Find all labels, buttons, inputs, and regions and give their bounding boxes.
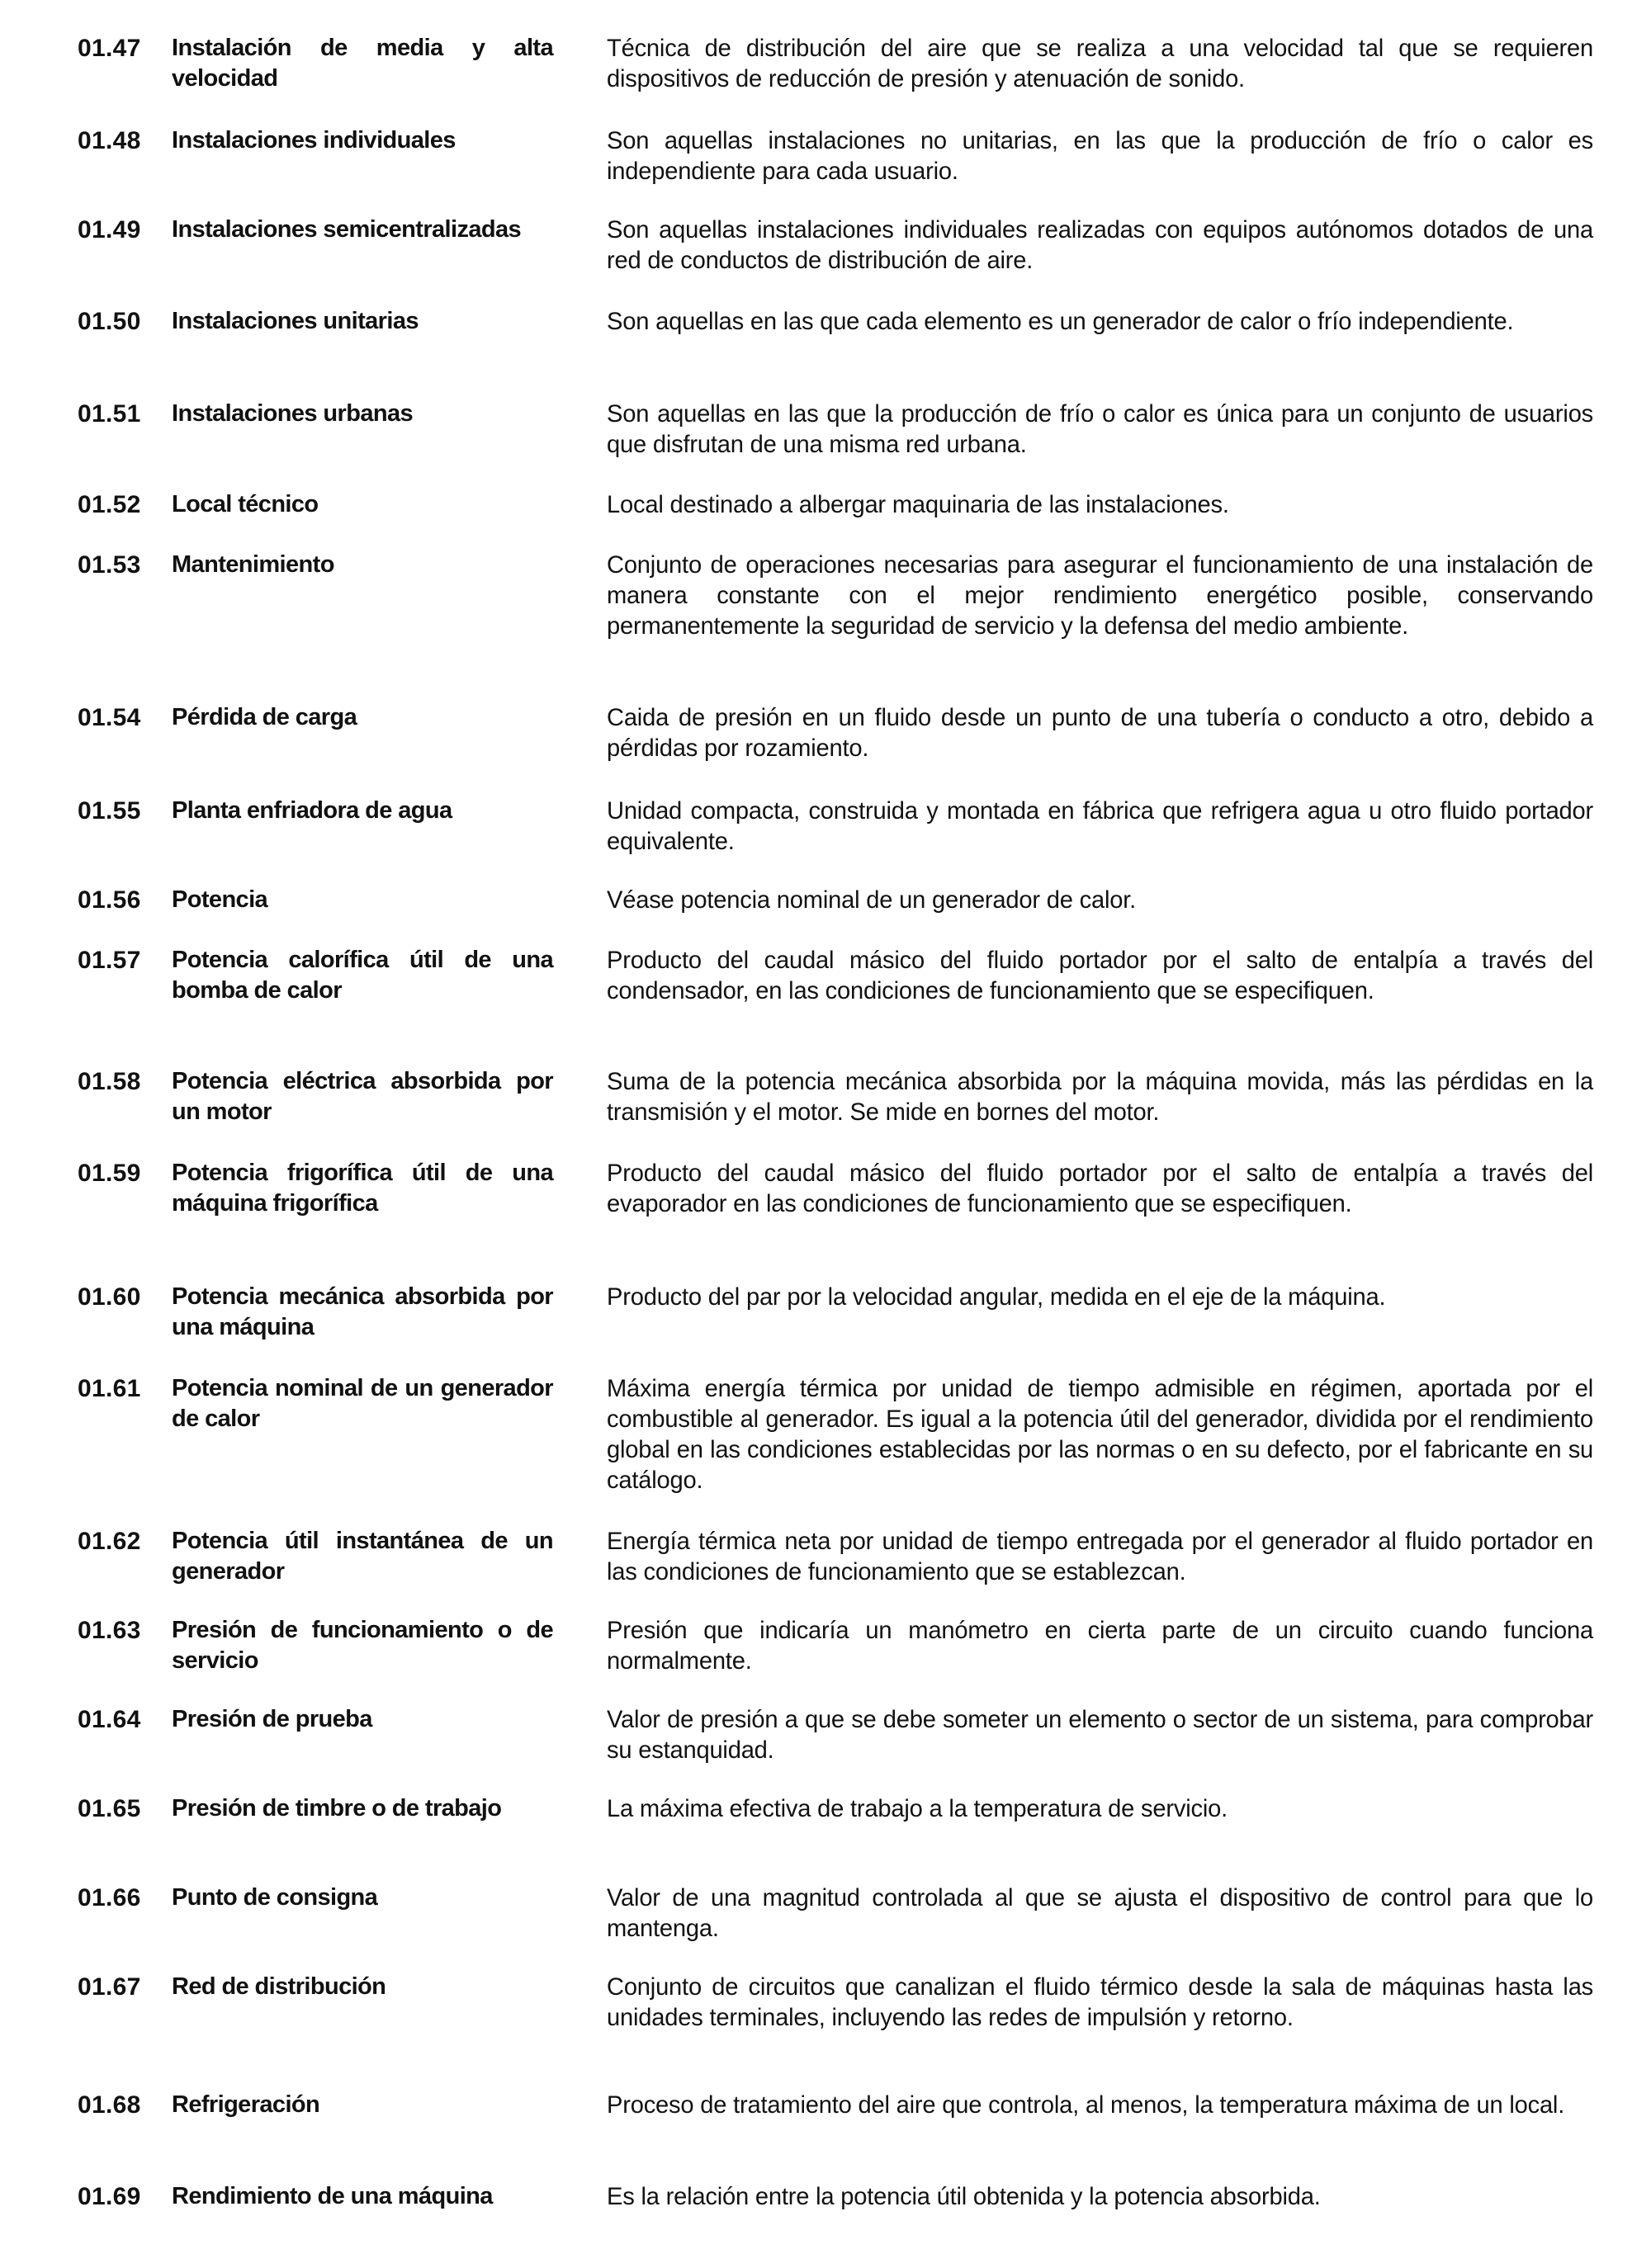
entry-term: Presión de funcionamiento o de servicio (172, 1617, 553, 1674)
entry-number: 01.55 (78, 797, 141, 825)
entry-term: Pérdida de carga (172, 704, 357, 730)
entry-term: Planta enfriadora de agua (172, 797, 452, 824)
entry-number: 01.59 (78, 1160, 141, 1187)
entry-number: 01.54 (78, 704, 141, 731)
entry-definition: Conjunto de operaciones necesarias para asegurar el funcionamiento de una instalación de manera constante con el mejor rendimiento energético posible, conservando permanentemente la seguridad de servicio y la defensa del medio ambiente. (607, 551, 1594, 640)
entry-definition: Presión que indicaría un manómetro en cierta parte de un circuito cuando funciona normalmente. (607, 1617, 1594, 1675)
entry-number: 01.50 (78, 308, 141, 335)
entry-term: Potencia eléctrica absorbida por un motor (172, 1068, 553, 1125)
entry-term: Instalaciones unitarias (172, 308, 419, 334)
entry-definition: La máxima efectiva de trabajo a la temperatura de servicio. (607, 1795, 1228, 1822)
entry-number: 01.61 (78, 1375, 141, 1402)
entry-number: 01.64 (78, 1706, 141, 1733)
entry-term: Instalaciones urbanas (172, 400, 414, 427)
entry-term: Red de distribución (172, 1973, 386, 2000)
entry-definition: Local destinado a albergar maquinaria de las instalaciones. (607, 491, 1229, 518)
entry-definition: Proceso de tratamiento del aire que controla, al menos, la temperatura máxima de un local. (607, 2091, 1565, 2119)
entry-definition: Son aquellas instalaciones individuales realizadas con equipos autónomos dotados de una red de conductos de distribución de aire. (607, 216, 1594, 274)
entry-definition: Conjunto de circuitos que canalizan el fluido térmico desde la sala de máquinas hasta las unidades terminales, incluyendo las redes de impulsión y retorno. (607, 1973, 1594, 2031)
entry-number: 01.51 (78, 400, 141, 428)
entry-number: 01.68 (78, 2091, 141, 2119)
entry-number: 01.58 (78, 1068, 141, 1095)
entry-definition: Producto del caudal másico del fluido portador por el salto de entalpía a través del evaporador en las condiciones de funcionamiento que se especifiquen. (607, 1160, 1594, 1217)
entry-definition: Valor de presión a que se debe someter un elemento o sector de un sistema, para comprobar su estanquidad. (607, 1706, 1594, 1764)
entry-term: Mantenimiento (172, 551, 334, 578)
entry-definition: Técnica de distribución del aire que se realiza a una velocidad tal que se requieren dispositivos de reducción de presión y atenuación de sonido. (607, 35, 1594, 92)
entry-definition: Energía térmica neta por unidad de tiempo entregada por el generador al fluido portador en las condiciones de funcionamiento que se establezcan. (607, 1528, 1594, 1585)
entry-term: Rendimiento de una máquina (172, 2183, 493, 2209)
entry-term: Presión de timbre o de trabajo (172, 1795, 502, 1821)
entry-number: 01.56 (78, 886, 141, 914)
entry-definition: Suma de la potencia mecánica absorbida por la máquina movida, más las pérdidas en la transmisión y el motor. Se mide en bornes del motor. (607, 1068, 1594, 1126)
entry-definition: Máxima energía térmica por unidad de tiempo admisible en régimen, aportada por el combustible al generador. Es igual a la potencia útil del generador, dividida por el rendimiento global en las condiciones establecidas por las normas o en su defecto, por el fabricante en su catálogo. (607, 1375, 1594, 1494)
entry-term: Instalaciones individuales (172, 127, 456, 154)
entry-term: Potencia frigorífica útil de una máquina frigorífica (172, 1160, 553, 1217)
entry-term: Potencia nominal de un generador de calor (172, 1375, 553, 1432)
entry-definition: Son aquellas en las que la producción de frío o calor es única para un conjunto de usuarios que disfrutan de una misma red urbana. (607, 400, 1594, 458)
entry-number: 01.48 (78, 127, 141, 154)
entry-number: 01.57 (78, 947, 141, 974)
entry-term: Presión de prueba (172, 1706, 372, 1732)
entry-term: Potencia mecánica absorbida por una máquina (172, 1283, 553, 1340)
entry-term: Punto de consigna (172, 1884, 378, 1911)
entry-term: Local técnico (172, 491, 319, 517)
entry-number: 01.62 (78, 1528, 141, 1555)
entry-number: 01.69 (78, 2183, 141, 2210)
entry-term: Instalaciones semicentralizadas (172, 216, 522, 243)
entry-term: Refrigeración (172, 2091, 320, 2118)
entry-term: Potencia (172, 886, 268, 913)
entry-term: Potencia útil instantánea de un generador (172, 1528, 553, 1585)
entry-definition: Son aquellas en las que cada elemento es un generador de calor o frío independiente. (607, 308, 1514, 335)
entry-number: 01.67 (78, 1973, 141, 2001)
entry-definition: Es la relación entre la potencia útil obtenida y la potencia absorbida. (607, 2183, 1321, 2210)
entry-number: 01.52 (78, 491, 141, 518)
entry-number: 01.63 (78, 1617, 141, 1644)
entry-definition: Valor de una magnitud controlada al que se ajusta el dispositivo de control para que lo mantenga. (607, 1884, 1594, 1942)
entry-number: 01.53 (78, 551, 141, 579)
entry-definition: Producto del caudal másico del fluido portador por el salto de entalpía a través del condensador, en las condiciones de funcionamiento que se especifiquen. (607, 947, 1594, 1004)
entry-definition: Unidad compacta, construida y montada en fábrica que refrigera agua u otro fluido portador equivalente. (607, 797, 1594, 855)
entry-number: 01.47 (78, 35, 141, 62)
entry-number: 01.60 (78, 1283, 141, 1311)
entry-definition: Son aquellas instalaciones no unitarias, en las que la producción de frío o calor es independiente para cada usuario. (607, 127, 1594, 185)
entry-definition: Producto del par por la velocidad angular, medida en el eje de la máquina. (607, 1283, 1386, 1311)
entry-number: 01.49 (78, 216, 141, 243)
entry-term: Instalación de media y alta velocidad (172, 35, 553, 92)
entry-number: 01.65 (78, 1795, 141, 1822)
entry-term: Potencia calorífica útil de una bomba de calor (172, 947, 553, 1004)
entry-number: 01.66 (78, 1884, 141, 1911)
entry-definition: Caida de presión en un fluido desde un punto de una tubería o conducto a otro, debido a pérdidas por rozamiento. (607, 704, 1594, 762)
entry-definition: Véase potencia nominal de un generador de calor. (607, 886, 1137, 914)
